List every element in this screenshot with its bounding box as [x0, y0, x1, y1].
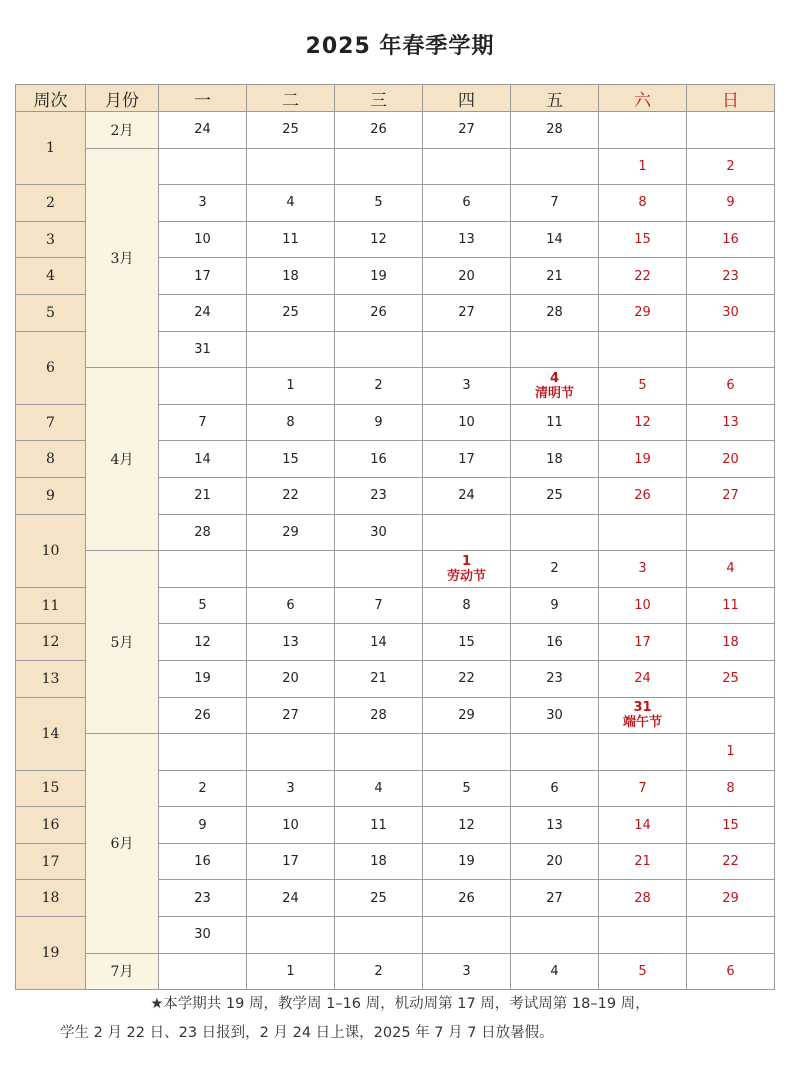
date-cell: 21	[159, 477, 247, 514]
date-cell: 10	[423, 404, 511, 441]
date-cell: 21	[511, 258, 599, 295]
calendar-row	[16, 953, 775, 990]
empty-date-cell	[687, 917, 775, 954]
date-cell: 3	[599, 551, 687, 588]
holiday-name: 端午节	[622, 715, 662, 731]
week-number-cell: 4	[16, 258, 86, 295]
date-cell: 3	[159, 185, 247, 222]
date-cell: 29	[423, 697, 511, 734]
date-cell: 12	[335, 221, 423, 258]
date-cell: 6	[511, 770, 599, 807]
date-cell: 8	[687, 770, 775, 807]
month-cell: 4月	[86, 368, 159, 551]
date-cell: 4	[511, 953, 599, 990]
date-cell: 27	[247, 697, 335, 734]
date-cell: 29	[599, 294, 687, 331]
header-wed: 三	[335, 85, 423, 112]
date-cell: 22	[423, 660, 511, 697]
date-cell: 19	[599, 441, 687, 478]
date-cell: 27	[687, 477, 775, 514]
week-number-cell: 12	[16, 624, 86, 661]
empty-date-cell	[247, 917, 335, 954]
date-cell: 17	[423, 441, 511, 478]
date-cell: 23	[335, 477, 423, 514]
date-cell: 7	[511, 185, 599, 222]
empty-date-cell	[335, 734, 423, 771]
date-cell: 22	[687, 843, 775, 880]
date-cell: 28	[511, 112, 599, 149]
empty-date-cell	[687, 514, 775, 551]
week-number-cell: 10	[16, 514, 86, 587]
date-cell: 11	[687, 587, 775, 624]
holiday-day-number: 1	[461, 553, 472, 569]
date-cell: 14	[335, 624, 423, 661]
week-number-cell: 13	[16, 660, 86, 697]
holiday-label	[511, 371, 598, 401]
date-cell: 10	[599, 587, 687, 624]
date-cell: 17	[159, 258, 247, 295]
date-cell: 26	[599, 477, 687, 514]
date-cell: 16	[687, 221, 775, 258]
empty-date-cell	[599, 734, 687, 771]
date-cell: 25	[511, 477, 599, 514]
week-number-cell: 11	[16, 587, 86, 624]
week-number-cell: 16	[16, 807, 86, 844]
empty-date-cell	[247, 551, 335, 588]
page-title: 2025 年春季学期	[305, 34, 495, 59]
empty-date-cell	[599, 112, 687, 149]
date-cell: 22	[247, 477, 335, 514]
date-cell: 25	[687, 660, 775, 697]
week-number-cell: 14	[16, 697, 86, 770]
date-cell: 3	[423, 953, 511, 990]
date-cell: 27	[511, 880, 599, 917]
empty-date-cell	[599, 514, 687, 551]
week-number-cell: 18	[16, 880, 86, 917]
month-cell: 2月	[86, 112, 159, 149]
date-cell: 4	[247, 185, 335, 222]
empty-date-cell	[423, 148, 511, 185]
date-cell: 22	[599, 258, 687, 295]
empty-date-cell	[159, 551, 247, 588]
date-cell: 2	[511, 551, 599, 588]
empty-date-cell	[335, 331, 423, 368]
date-cell: 24	[159, 294, 247, 331]
empty-date-cell	[159, 734, 247, 771]
calendar-row	[16, 112, 775, 149]
date-cell: 18	[511, 441, 599, 478]
holiday-date-cell	[599, 697, 687, 734]
date-cell: 13	[247, 624, 335, 661]
date-cell: 30	[511, 697, 599, 734]
empty-date-cell	[159, 953, 247, 990]
date-cell: 26	[159, 697, 247, 734]
month-cell: 5月	[86, 551, 159, 734]
footnote-line-2: 学生 2 月 22 日、23 日报到，2 月 24 日上课，2025 年 7 月 7 日放暑假。	[60, 1025, 554, 1041]
week-number-cell: 17	[16, 843, 86, 880]
date-cell: 13	[423, 221, 511, 258]
date-cell: 8	[247, 404, 335, 441]
date-cell: 5	[159, 587, 247, 624]
month-cell: 6月	[86, 734, 159, 954]
date-cell: 19	[423, 843, 511, 880]
date-cell: 13	[511, 807, 599, 844]
date-cell: 15	[423, 624, 511, 661]
date-cell: 16	[335, 441, 423, 478]
date-cell: 15	[687, 807, 775, 844]
header-tue: 二	[247, 85, 335, 112]
holiday-name: 劳动节	[446, 568, 486, 584]
date-cell: 17	[247, 843, 335, 880]
empty-date-cell	[511, 514, 599, 551]
date-cell: 6	[687, 368, 775, 405]
date-cell: 2	[335, 953, 423, 990]
week-number-cell: 6	[16, 331, 86, 404]
date-cell: 28	[335, 697, 423, 734]
date-cell: 24	[159, 112, 247, 149]
header-month: 月份	[86, 85, 159, 112]
empty-date-cell	[687, 697, 775, 734]
date-cell: 2	[335, 368, 423, 405]
semester-calendar-table	[15, 84, 775, 990]
calendar-row	[16, 551, 775, 588]
header-thu: 四	[423, 85, 511, 112]
date-cell: 24	[423, 477, 511, 514]
date-cell: 14	[511, 221, 599, 258]
empty-date-cell	[335, 551, 423, 588]
date-cell: 30	[159, 917, 247, 954]
empty-date-cell	[247, 148, 335, 185]
empty-date-cell	[511, 148, 599, 185]
date-cell: 12	[599, 404, 687, 441]
date-cell: 16	[511, 624, 599, 661]
empty-date-cell	[423, 734, 511, 771]
date-cell: 26	[423, 880, 511, 917]
date-cell: 9	[687, 185, 775, 222]
date-cell: 8	[599, 185, 687, 222]
date-cell: 15	[247, 441, 335, 478]
date-cell: 31	[159, 331, 247, 368]
date-cell: 20	[511, 843, 599, 880]
date-cell: 9	[159, 807, 247, 844]
date-cell: 1	[599, 148, 687, 185]
date-cell: 4	[335, 770, 423, 807]
week-number-cell: 5	[16, 294, 86, 331]
date-cell: 21	[599, 843, 687, 880]
date-cell: 27	[423, 112, 511, 149]
date-cell: 11	[335, 807, 423, 844]
date-cell: 29	[247, 514, 335, 551]
date-cell: 17	[599, 624, 687, 661]
date-cell: 28	[511, 294, 599, 331]
date-cell: 30	[335, 514, 423, 551]
date-cell: 18	[687, 624, 775, 661]
empty-date-cell	[423, 917, 511, 954]
date-cell: 27	[423, 294, 511, 331]
empty-date-cell	[511, 331, 599, 368]
date-cell: 10	[247, 807, 335, 844]
date-cell: 7	[335, 587, 423, 624]
date-cell: 26	[335, 294, 423, 331]
date-cell: 18	[335, 843, 423, 880]
date-cell: 23	[159, 880, 247, 917]
date-cell: 20	[247, 660, 335, 697]
empty-date-cell	[159, 368, 247, 405]
date-cell: 1	[687, 734, 775, 771]
date-cell: 7	[159, 404, 247, 441]
empty-date-cell	[247, 331, 335, 368]
footnote-line-1: ★本学期共 19 周，教学周 1–16 周，机动周第 17 周，考试周第 18–19 周，	[150, 996, 650, 1012]
empty-date-cell	[423, 514, 511, 551]
date-cell: 19	[159, 660, 247, 697]
date-cell: 4	[687, 551, 775, 588]
week-number-cell: 2	[16, 185, 86, 222]
date-cell: 3	[247, 770, 335, 807]
date-cell: 11	[511, 404, 599, 441]
week-number-cell: 1	[16, 112, 86, 185]
holiday-date-cell	[511, 368, 599, 405]
date-cell: 23	[511, 660, 599, 697]
empty-date-cell	[159, 148, 247, 185]
date-cell: 28	[159, 514, 247, 551]
date-cell: 26	[335, 112, 423, 149]
holiday-name: 清明节	[534, 385, 574, 401]
date-cell: 5	[599, 368, 687, 405]
empty-date-cell	[335, 148, 423, 185]
month-cell: 3月	[86, 148, 159, 368]
empty-date-cell	[687, 331, 775, 368]
date-cell: 8	[423, 587, 511, 624]
date-cell: 29	[687, 880, 775, 917]
date-cell: 7	[599, 770, 687, 807]
week-number-cell: 8	[16, 441, 86, 478]
date-cell: 1	[247, 368, 335, 405]
empty-date-cell	[511, 917, 599, 954]
empty-date-cell	[511, 734, 599, 771]
date-cell: 1	[247, 953, 335, 990]
holiday-date-cell	[423, 551, 511, 588]
date-cell: 20	[687, 441, 775, 478]
date-cell: 12	[159, 624, 247, 661]
header-mon: 一	[159, 85, 247, 112]
week-number-cell: 15	[16, 770, 86, 807]
date-cell: 6	[423, 185, 511, 222]
holiday-day-number: 4	[549, 370, 560, 386]
date-cell: 14	[599, 807, 687, 844]
header-row	[16, 85, 775, 112]
date-cell: 5	[423, 770, 511, 807]
date-cell: 2	[687, 148, 775, 185]
week-number-cell: 7	[16, 404, 86, 441]
month-cell: 7月	[86, 953, 159, 990]
date-cell: 13	[687, 404, 775, 441]
date-cell: 20	[423, 258, 511, 295]
holiday-label	[423, 554, 510, 584]
date-cell: 3	[423, 368, 511, 405]
date-cell: 25	[247, 294, 335, 331]
empty-date-cell	[687, 112, 775, 149]
empty-date-cell	[423, 331, 511, 368]
date-cell: 21	[335, 660, 423, 697]
holiday-day-number: 31	[633, 700, 652, 716]
header-sun: 日	[687, 85, 775, 112]
date-cell: 30	[687, 294, 775, 331]
date-cell: 2	[159, 770, 247, 807]
date-cell: 16	[159, 843, 247, 880]
date-cell: 10	[159, 221, 247, 258]
date-cell: 5	[335, 185, 423, 222]
week-number-cell: 9	[16, 477, 86, 514]
empty-date-cell	[599, 917, 687, 954]
date-cell: 9	[511, 587, 599, 624]
calendar-row	[16, 148, 775, 185]
date-cell: 9	[335, 404, 423, 441]
header-week: 周次	[16, 85, 86, 112]
date-cell: 19	[335, 258, 423, 295]
date-cell: 6	[247, 587, 335, 624]
empty-date-cell	[599, 331, 687, 368]
date-cell: 28	[599, 880, 687, 917]
date-cell: 5	[599, 953, 687, 990]
empty-date-cell	[335, 917, 423, 954]
date-cell: 23	[687, 258, 775, 295]
header-sat: 六	[599, 85, 687, 112]
holiday-label	[599, 700, 686, 730]
empty-date-cell	[247, 734, 335, 771]
date-cell: 18	[247, 258, 335, 295]
week-number-cell: 3	[16, 221, 86, 258]
date-cell: 14	[159, 441, 247, 478]
calendar-row	[16, 734, 775, 771]
date-cell: 25	[335, 880, 423, 917]
date-cell: 24	[247, 880, 335, 917]
date-cell: 24	[599, 660, 687, 697]
date-cell: 6	[687, 953, 775, 990]
date-cell: 12	[423, 807, 511, 844]
date-cell: 15	[599, 221, 687, 258]
week-number-cell: 19	[16, 917, 86, 990]
date-cell: 11	[247, 221, 335, 258]
header-fri: 五	[511, 85, 599, 112]
date-cell: 25	[247, 112, 335, 149]
calendar-row	[16, 368, 775, 405]
